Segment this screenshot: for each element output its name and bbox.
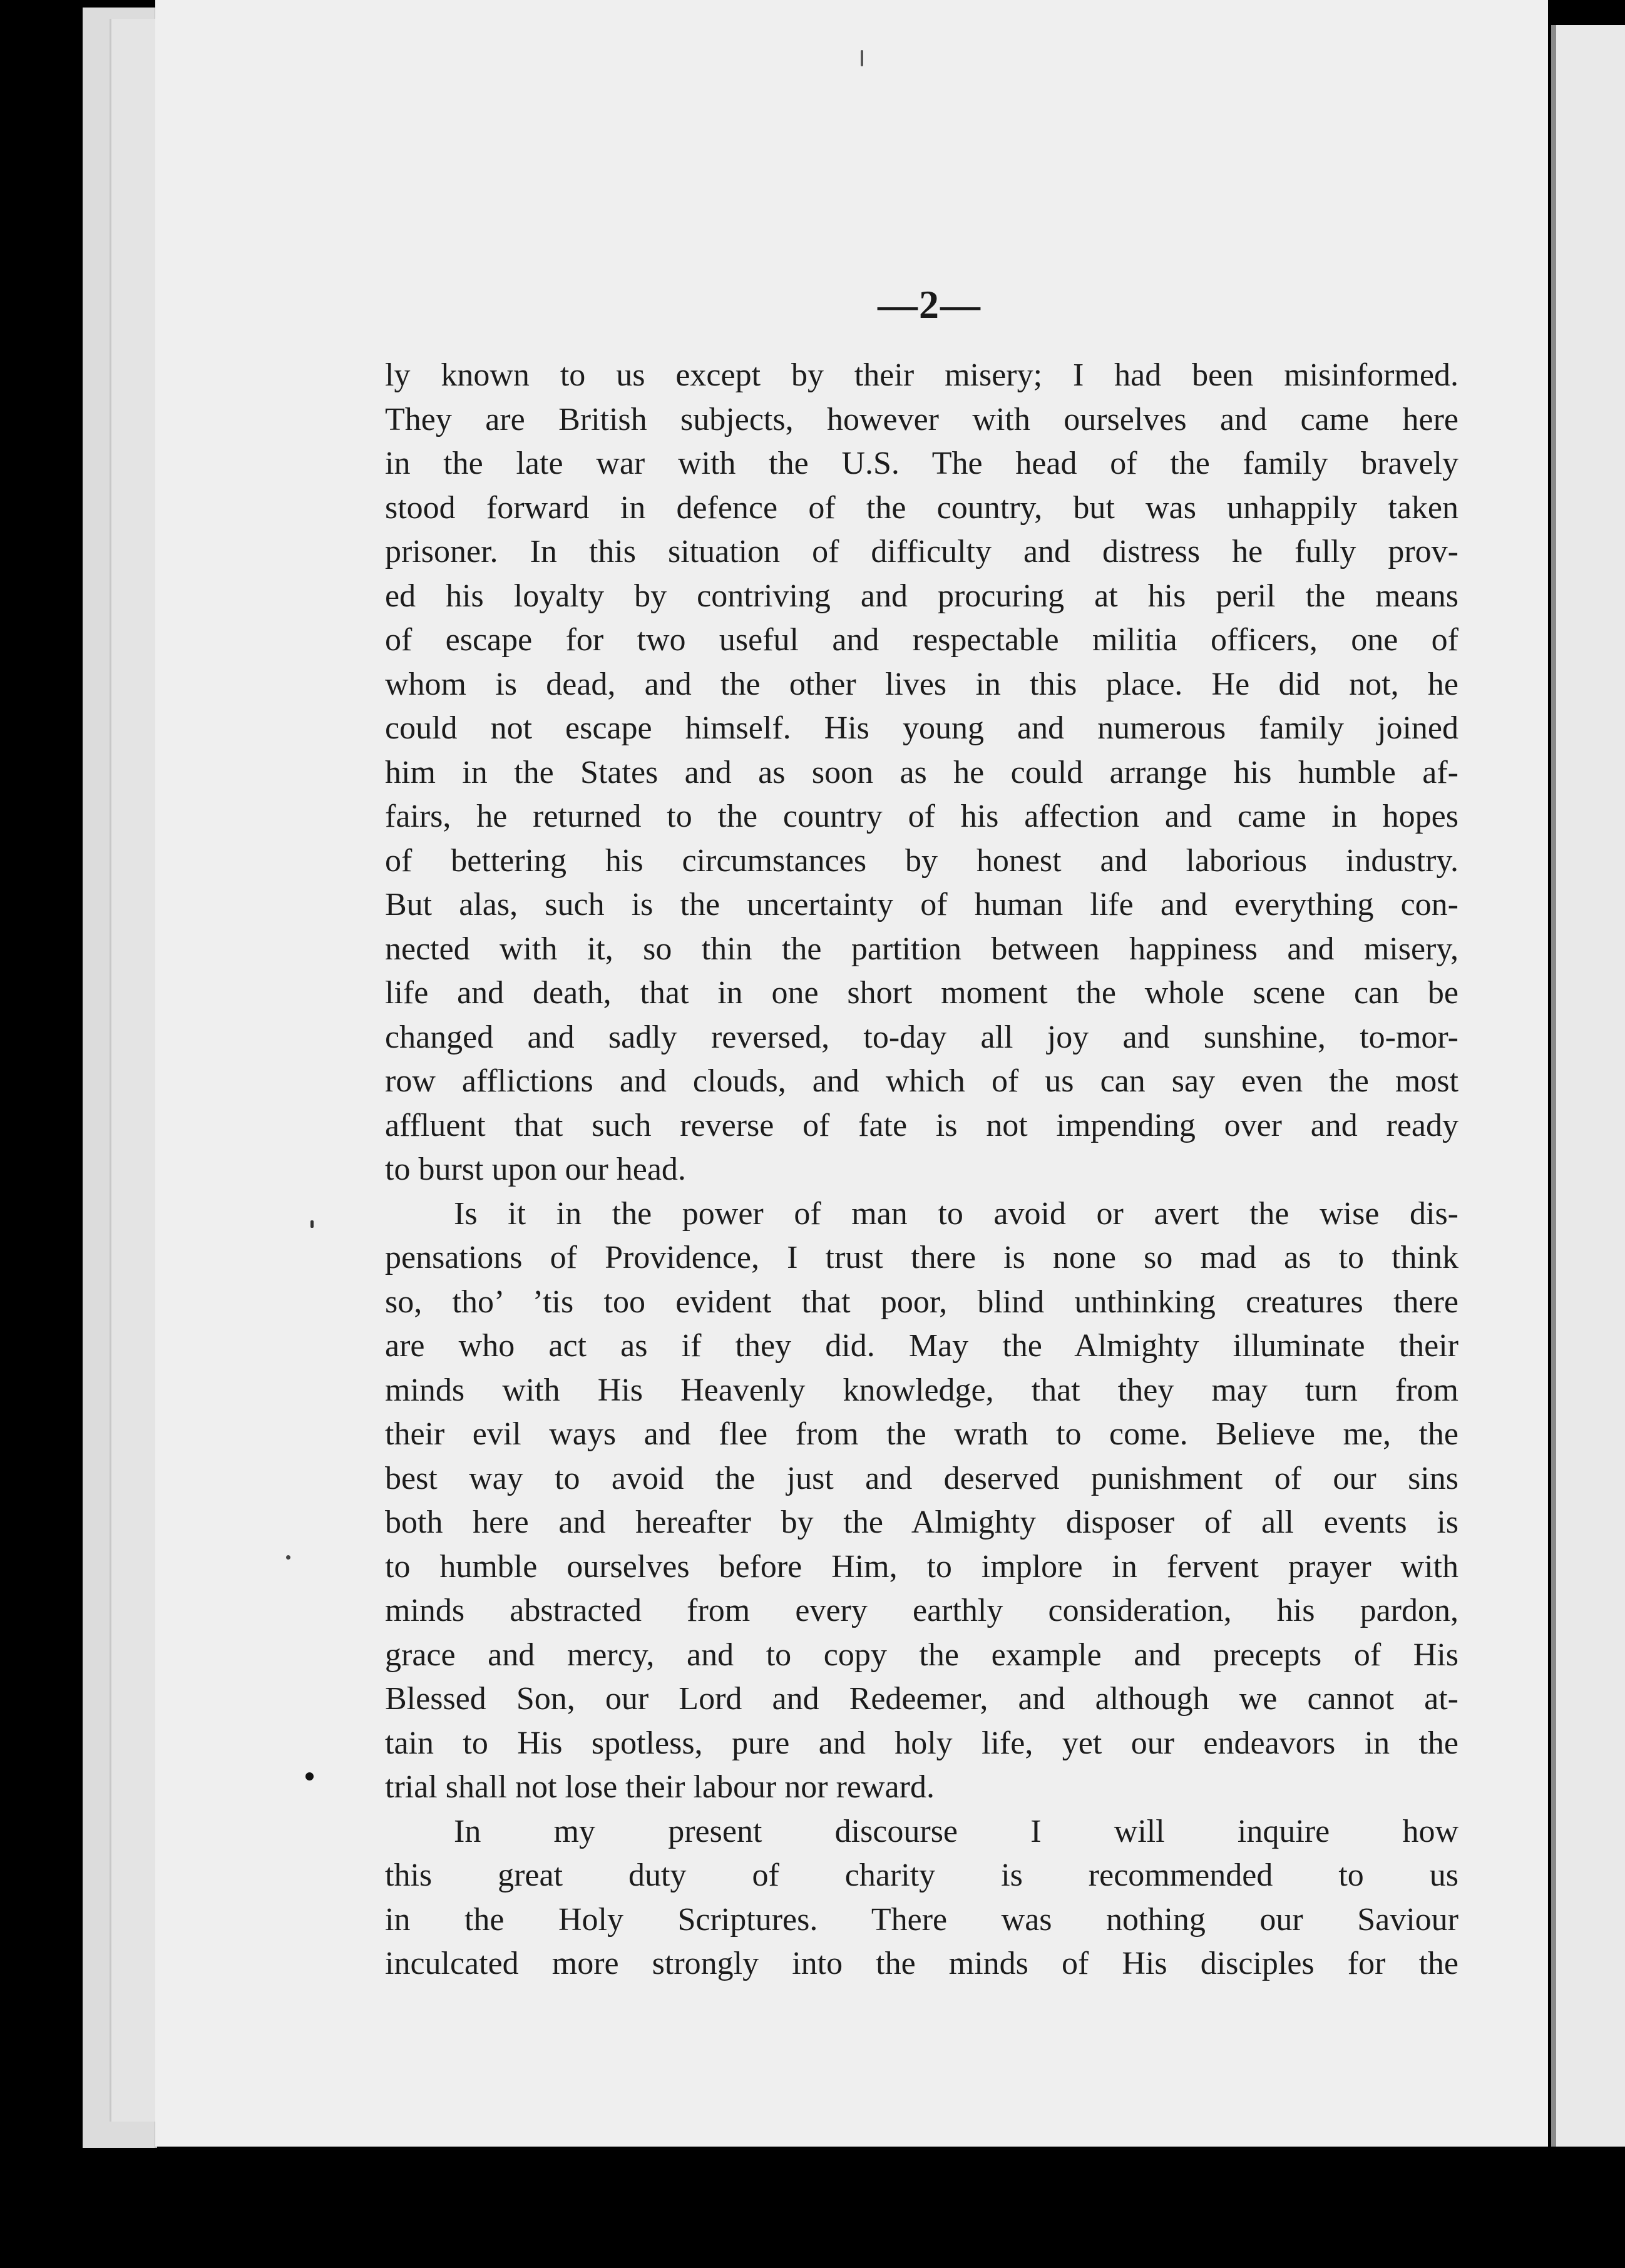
text-line: of bettering his circumstances by honest and laborious industry. xyxy=(385,842,1458,879)
text-line: nected with it, so thin the partition between happiness and misery, xyxy=(385,931,1458,967)
left-page-edge-inner xyxy=(110,19,155,2122)
body-text xyxy=(385,354,1458,1986)
text-line: grace and mercy, and to copy the example and precepts of His xyxy=(385,1637,1458,1673)
text-line: minds abstracted from every earthly consideration, his pardon, xyxy=(385,1593,1458,1628)
text-line: changed and sadly reversed, to-day all joy and sunshine, to-mor- xyxy=(385,1019,1458,1055)
paragraph-3 xyxy=(385,1810,1458,1986)
text-line: are who act as if they did. May the Almighty illuminate their xyxy=(385,1328,1458,1364)
text-line: fairs, he returned to the country of his affection and came in hopes xyxy=(385,799,1458,834)
text-line: their evil ways and flee from the wrath to come. Believe me, the xyxy=(385,1416,1458,1452)
text-line: trial shall not lose their labour nor reward. xyxy=(385,1769,935,1805)
page-number: —2— xyxy=(878,282,982,327)
text-line: In my present discourse I will inquire how xyxy=(454,1813,1458,1849)
text-line: ed his loyalty by contriving and procuring at his peril the means xyxy=(385,578,1458,614)
right-page-edge xyxy=(1551,25,1625,2147)
paragraph-2 xyxy=(385,1192,1458,1810)
text-line: But alas, such is the uncertainty of human life and everything con- xyxy=(385,887,1458,922)
scan-speck xyxy=(286,1555,290,1560)
text-line: in the Holy Scriptures. There was nothing our Saviour xyxy=(385,1901,1458,1938)
text-line: both here and hereafter by the Almighty disposer of all events is xyxy=(385,1504,1458,1540)
text-line: best way to avoid the just and deserved punishment of our sins xyxy=(385,1460,1458,1496)
text-line: life and death, that in one short moment the whole scene can be xyxy=(385,975,1458,1011)
paragraph-1 xyxy=(385,354,1458,1192)
text-line: so, tho’ ’tis too evident that poor, blind unthinking creatures there xyxy=(385,1284,1458,1320)
text-line: in the late war with the U.S. The head of the family bravely xyxy=(385,446,1458,481)
text-line: whom is dead, and the other lives in this place. He did not, he xyxy=(385,666,1458,702)
text-line: inculcated more strongly into the minds of His disciples for the xyxy=(385,1946,1458,1981)
text-line: of escape for two useful and respectable militia officers, one of xyxy=(385,622,1458,658)
text-line: Blessed Son, our Lord and Redeemer, and although we cannot at- xyxy=(385,1681,1458,1717)
text-line: They are British subjects, however with ourselves and came here xyxy=(385,401,1458,437)
text-line: Is it in the power of man to avoid or avert the wise dis- xyxy=(454,1195,1458,1232)
text-line: stood forward in defence of the country, but was unhappily taken xyxy=(385,489,1458,526)
scan-speck xyxy=(305,1772,314,1780)
text-line: affluent that such reverse of fate is not impending over and ready xyxy=(385,1107,1458,1143)
text-line: to burst upon our head. xyxy=(385,1152,686,1187)
text-line: to humble ourselves before Him, to implore in fervent prayer with xyxy=(385,1548,1458,1585)
scan-speck xyxy=(310,1220,314,1228)
text-line: prisoner. In this situation of difficulty and distress he fully prov- xyxy=(385,534,1458,570)
text-line: could not escape himself. His young and numerous family joined xyxy=(385,710,1458,746)
text-line: minds with His Heavenly knowledge, that they may turn from xyxy=(385,1372,1458,1408)
text-line: pensations of Providence, I trust there is none so mad as to think xyxy=(385,1240,1458,1275)
scan-speck xyxy=(861,50,863,66)
text-line: tain to His spotless, pure and holy life, yet our endeavors in the xyxy=(385,1725,1458,1761)
text-line: this great duty of charity is recommended to us xyxy=(385,1857,1458,1893)
text-line: him in the States and as soon as he could arrange his humble af- xyxy=(385,754,1458,790)
text-line: ly known to us except by their misery; I had been misinformed. xyxy=(385,357,1458,393)
text-line: row afflictions and clouds, and which of us can say even the most xyxy=(385,1063,1458,1099)
